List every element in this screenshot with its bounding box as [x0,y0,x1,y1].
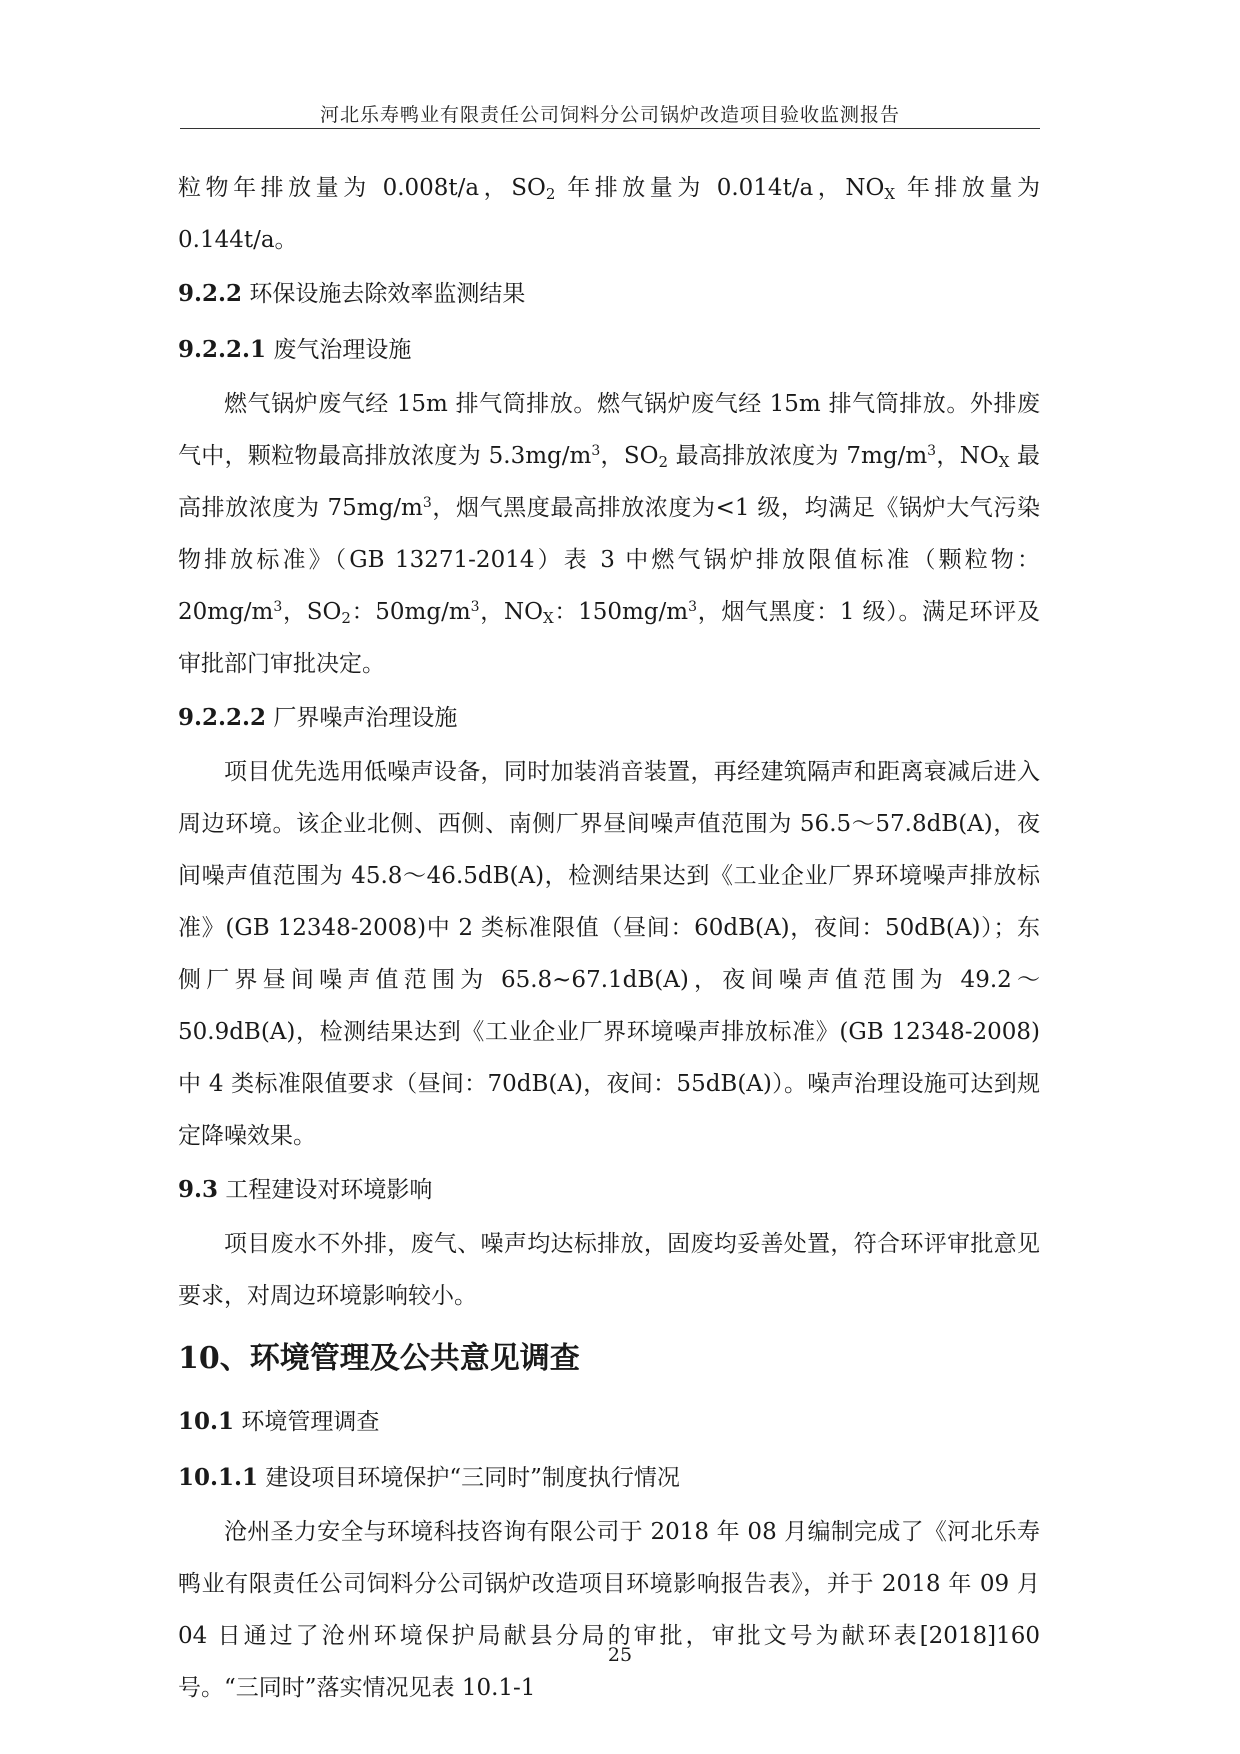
paragraph-environmental-impact: 项目废水不外排，废气、噪声均达标排放，固废均妥善处置，符合环评审批意见要求，对周边环境影响较小。 [178,1231,1040,1309]
text-run: ，烟气黑度：1 级）。满足环评及审批部门审批决定。 [178,599,1041,677]
heading-number: 9.2.2 [178,280,243,307]
heading-9-2-2-2 [178,690,1040,746]
superscript: 3 [927,443,937,459]
text-run: 年排放量为 0.144t/a。 [178,175,1040,253]
subscript: 2 [545,185,556,203]
text-run: 年排放量为 0.014t/a，NO [555,175,885,201]
subscript: X [884,185,896,203]
superscript: 3 [422,495,432,511]
heading-text: 工程建设对环境影响 [218,1177,433,1203]
heading-10-1-1 [178,1450,1040,1506]
paragraph-approval: 沧州圣力安全与环境科技咨询有限公司于 2018 年 08 月编制完成了《河北乐寿鸭业有限责任公司饲料分公司锅炉改造项目环境影响报告表》，并于 2018 年 09 月 04 日通过了沧州环境保护局献县分局的审批，审批文号为献环表[2018]160 号。“三同时”落实情况见表 10.1-1 [178,1519,1040,1701]
heading-text: 废气治理设施 [266,337,412,363]
heading-text: 环境管理调查 [234,1409,380,1435]
heading-text: 厂界噪声治理设施 [266,705,458,731]
heading-9-3 [178,1162,1040,1218]
text-run: ：50mg/m [350,599,471,625]
text-run: ，NO [936,443,999,469]
heading-text: 环保设施去除效率监测结果 [242,281,526,307]
text-run: ，SO [282,599,342,625]
running-header: 河北乐寿鸭业有限责任公司饲料分公司锅炉改造项目验收监测报告 [319,104,900,126]
paragraph-emissions-continued [178,162,1040,266]
text-run: ，SO [600,443,659,469]
heading-number: 9.2.2.2 [178,704,267,731]
superscript: 3 [591,443,601,459]
text-run: 粒物年排放量为 0.008t/a，SO [178,175,546,201]
heading-text: 建设项目环境保护“三同时”制度执行情况 [258,1465,680,1491]
chapter-heading-10: 10、环境管理及公共意见调查 [178,1341,580,1376]
heading-number: 9.2.2.1 [178,336,267,363]
paragraph-noise: 项目优先选用低噪声设备，同时加装消音装置，再经建筑隔声和距离衰减后进入周边环境。该企业北侧、西侧、南侧厂界昼间噪声值范围为 56.5～57.8dB(A)，夜间噪声值范围为 45.8～46.5dB(A)，检测结果达到《工业企业厂界环境噪声排放标准》(GB 12348-2008)中 2 类标准限值（昼间：60dB(A)，夜间：50dB(A)）；东侧厂界昼间噪声值范围为 65.8~67.1dB(A)，夜间噪声值范围为 49.2～50.9dB(A)，检测结果达到《工业企业厂界环境噪声排放标准》(GB 12348-2008)中 4 类标准限值要求（昼间：70dB(A)，夜间：55dB(A)）。噪声治理设施可达到规定降噪效果。 [178,759,1040,1149]
heading-10-1 [178,1394,1040,1450]
heading-9-2-2-1 [178,322,1040,378]
text-run: ，NO [479,599,543,625]
page-content [178,162,1040,1714]
text-run: ，烟气黑度最高排放浓度为<1 级，均满足《锅炉大气污染物排放标准》（GB 13271-2014）表 3 中燃气锅炉排放限值标准（颗粒物：20mg/m [178,495,1041,625]
superscript: 3 [688,599,697,615]
heading-number: 10.1.1 [178,1464,259,1491]
subscript: 2 [341,609,351,627]
superscript: 3 [273,599,283,615]
subscript: X [998,453,1010,471]
text-run: 最高排放浓度为 7mg/m [668,443,928,469]
text-run: 最高排放浓度为 75mg/m [178,443,1040,521]
text-run: 燃气锅炉废气经 15m 排气筒排放。燃气锅炉废气经 15m 排气筒排放。外排废气中，颗粒物最高排放浓度为 5.3mg/m [178,391,1040,469]
text-run: ：150mg/m [553,599,689,625]
paragraph-exhaust-gas [178,378,1040,690]
heading-9-2-2 [178,266,1040,322]
page-number: 25 [607,1644,633,1666]
subscript: X [542,609,554,627]
superscript: 3 [470,599,480,615]
subscript: 2 [658,453,669,471]
heading-number: 10.1 [178,1408,235,1435]
heading-number: 9.3 [178,1176,219,1203]
header-rule [180,128,1040,129]
